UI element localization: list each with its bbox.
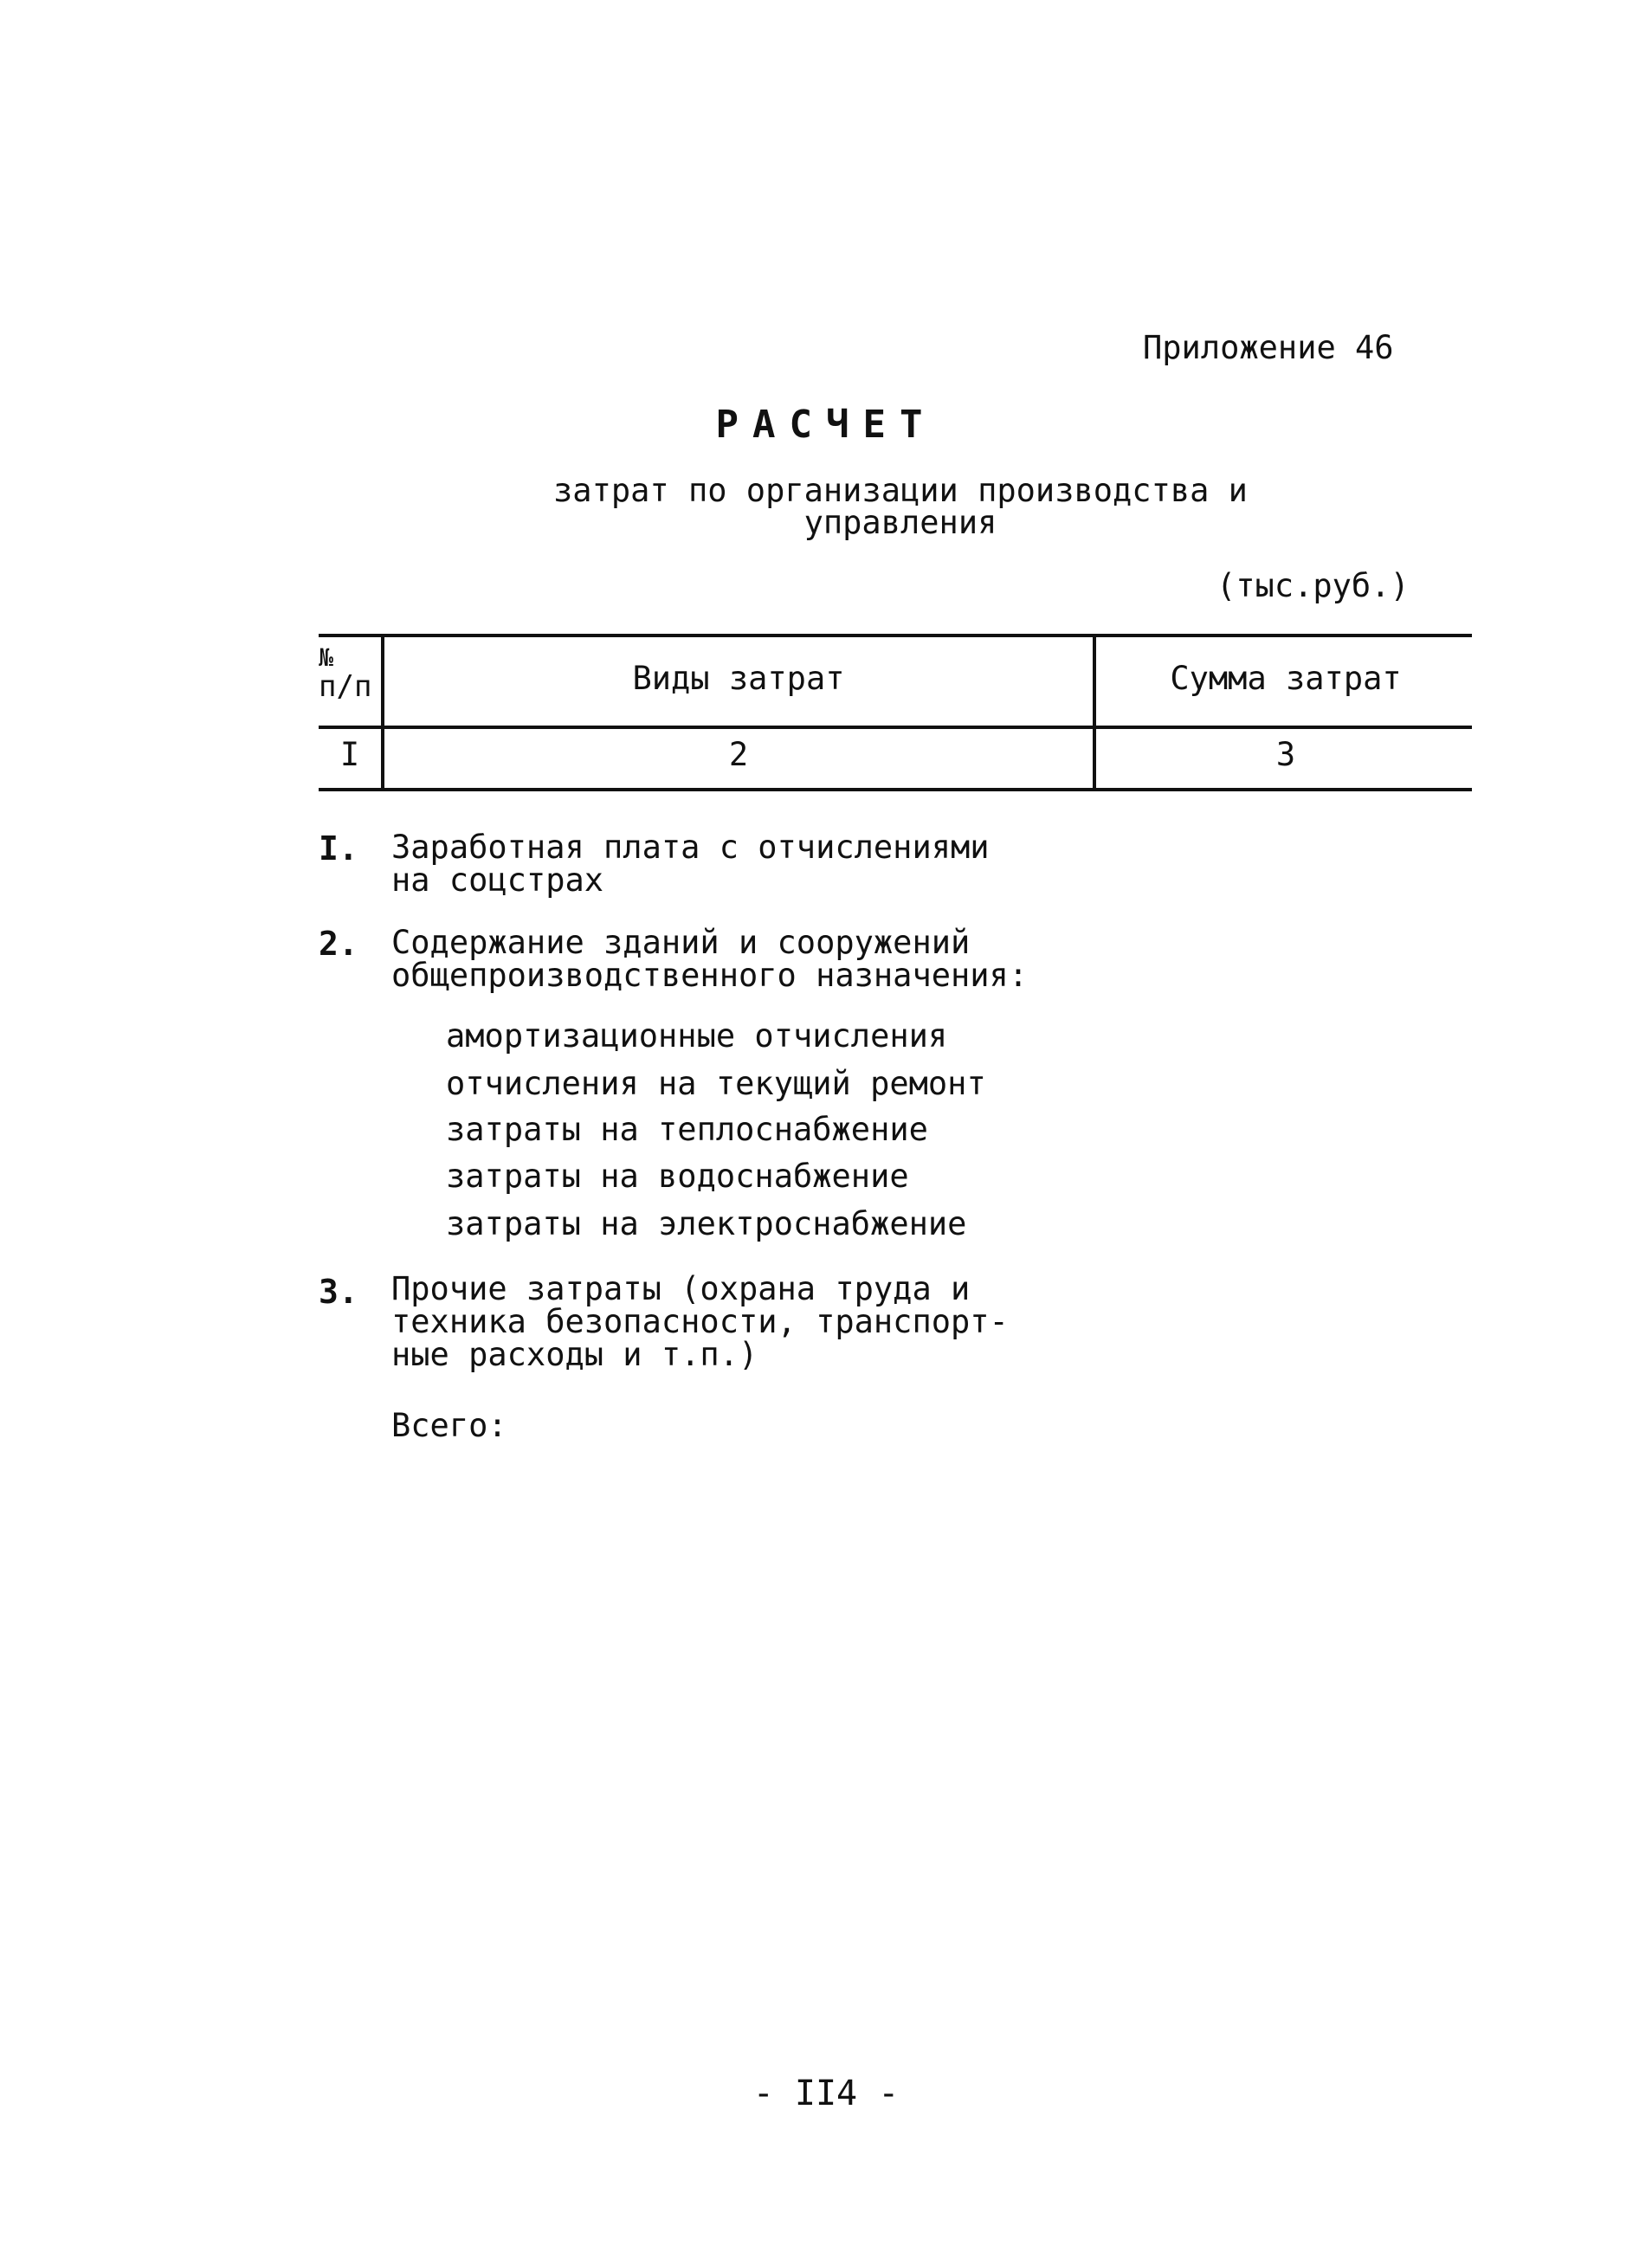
table-column-divider: [1093, 634, 1096, 791]
header-number: [319, 645, 388, 702]
sub-item: амортизационные отчисления: [446, 1017, 948, 1055]
item-line: техника безопасности, транспорт-: [391, 1303, 1009, 1340]
page-number: - II4 -: [752, 2074, 900, 2113]
sub-item: затраты на теплоснабжение: [446, 1111, 928, 1148]
item-number: I.: [319, 829, 358, 868]
column-number: 3: [1275, 736, 1296, 773]
number-sign: №: [319, 643, 333, 672]
item-text: [391, 831, 990, 897]
total-label: Всего:: [391, 1407, 507, 1444]
item-line: ные расходы и т.п.): [391, 1336, 758, 1373]
table-bottom-rule: [319, 788, 1472, 791]
item-number: 2.: [319, 925, 358, 963]
column-number: 2: [728, 736, 749, 773]
sub-item: затраты на водоснабжение: [446, 1158, 909, 1195]
table-header-rule: [319, 726, 1472, 729]
item-text: [391, 1270, 1009, 1373]
document-title: РАСЧЕТ: [715, 403, 937, 447]
item-number: 3.: [319, 1273, 358, 1311]
subtitle-line: затрат по организации производства и: [553, 472, 1248, 509]
sub-item: отчисления на текущий ремонт: [446, 1065, 986, 1102]
item-line: Прочие затраты (охрана труда и: [391, 1270, 971, 1307]
header-number-label: п/п: [319, 669, 372, 704]
item-line: Заработная плата с отчислениями: [391, 829, 990, 866]
header-cost-sum: Сумма затрат: [1170, 660, 1402, 697]
units-label: (тыс.руб.): [1216, 567, 1410, 604]
item-line: Содержание зданий и сооружений: [391, 924, 971, 961]
subtitle-line: управления: [803, 504, 997, 541]
appendix-label: Приложение 46: [1143, 329, 1394, 366]
column-number: I: [339, 736, 360, 773]
item-line: общепроизводственного назначения:: [391, 957, 1029, 994]
sub-item: затраты на электроснабжение: [446, 1205, 967, 1242]
header-cost-kind: Виды затрат: [632, 660, 845, 697]
item-line: на соцстрах: [391, 861, 604, 899]
table-top-rule: [319, 634, 1472, 637]
document-subtitle: [519, 474, 1281, 539]
item-text: [391, 926, 1028, 992]
